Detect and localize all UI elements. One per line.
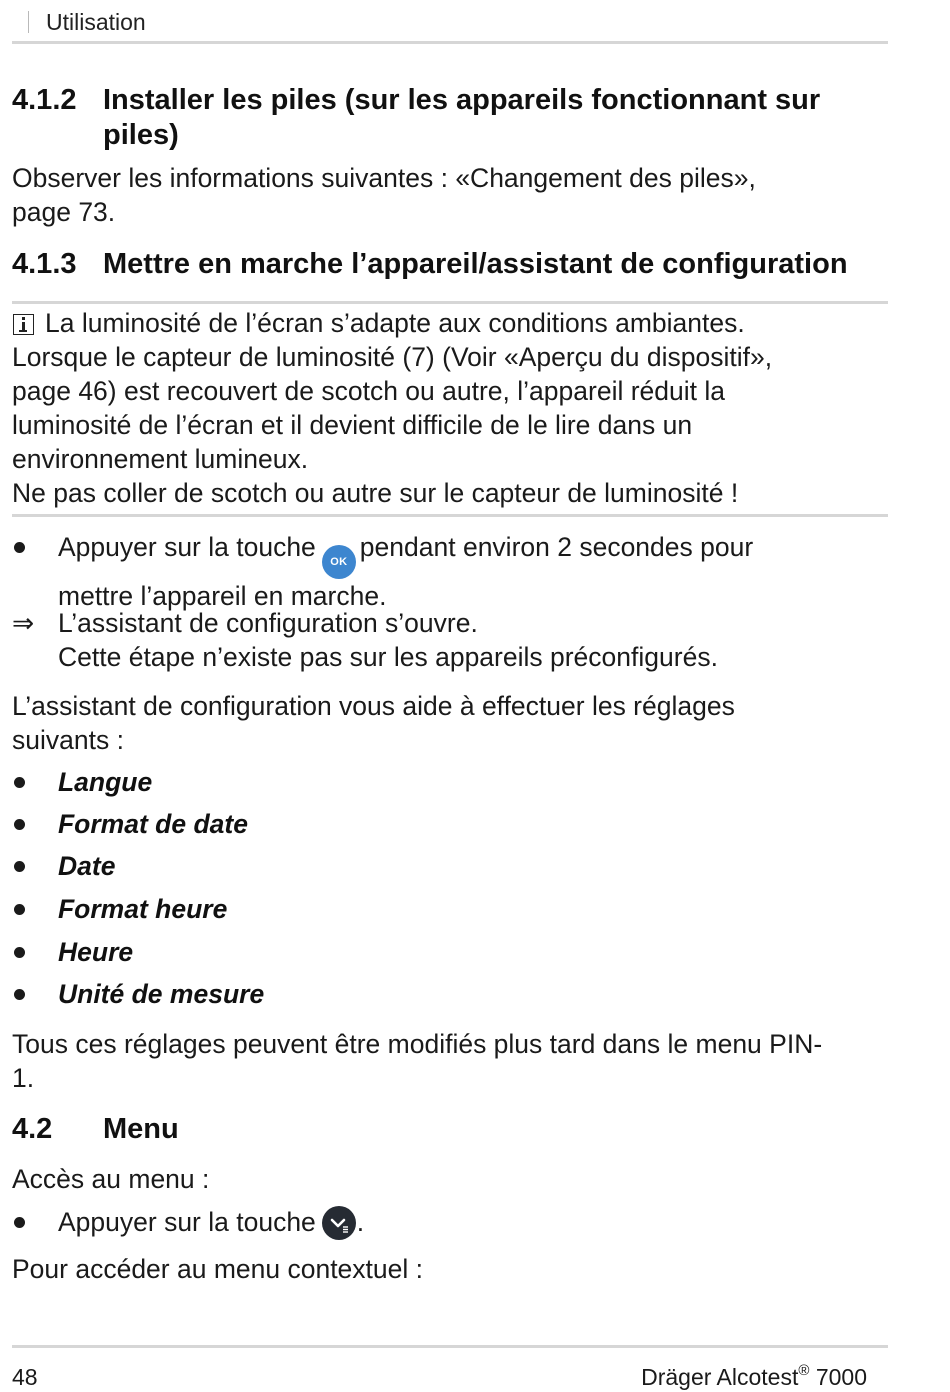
page-number: 48 [12, 1364, 38, 1390]
header-bar [28, 11, 29, 33]
heading-line-2: piles) [103, 119, 179, 151]
result-text [58, 606, 888, 674]
context-menu-text: Pour accéder au menu contextuel : [12, 1254, 423, 1284]
intro-line-1: L’assistant de configuration vous aide à effectuer les réglages [12, 691, 735, 721]
wizard-outro [12, 1027, 888, 1095]
ok-key-icon: OK [322, 545, 356, 579]
registered-mark: ® [798, 1362, 810, 1379]
bullet [12, 935, 42, 969]
note-line-5: environnement lumineux. [12, 444, 309, 474]
step-text-before-key: Appuyer sur la touche [58, 532, 316, 562]
heading-text: Mettre en marche l’appareil/assistant de configuration [103, 248, 848, 280]
heading-text [103, 83, 893, 153]
step-text-before-key: Appuyer sur la touche [58, 1207, 316, 1237]
product-name [641, 1362, 867, 1392]
result-arrow-icon: ⇒ [12, 608, 35, 638]
note-line-3: page 46) est recouvert de scotch ou autre, l’appareil réduit la [12, 376, 725, 406]
heading-text: Menu [103, 1113, 179, 1145]
running-header [12, 6, 888, 44]
product-brand: Dräger Alcotest [641, 1364, 799, 1390]
step-text-line-2: mettre l’appareil en marche. [58, 581, 387, 611]
setting-label: Date [58, 851, 116, 881]
bullet [12, 849, 42, 883]
outro-line-1: Tous ces réglages peuvent être modifiés plus tard dans le menu PIN- [12, 1029, 823, 1059]
bullet [12, 765, 42, 799]
paragraph-line-1: Observer les informations suivantes : «Changement des piles», [12, 163, 756, 193]
menu-key-icon [322, 1206, 356, 1240]
note-line-6: Ne pas coller de scotch ou autre sur le capteur de luminosité ! [12, 478, 739, 508]
footer-rule [12, 1345, 888, 1348]
outro-line-2: 1. [12, 1063, 35, 1093]
note-line-2: Lorsque le capteur de luminosité (7) (Voir «Aperçu du dispositif», [12, 342, 773, 372]
result-line-2: Cette étape n’existe pas sur les appareils préconfigurés. [58, 642, 718, 672]
step-text [58, 530, 888, 613]
bullet [12, 977, 42, 1011]
result-line-1: L’assistant de configuration s’ouvre. [58, 608, 478, 638]
setting-label: Langue [58, 767, 153, 797]
heading-number: 4.1.2 [12, 84, 77, 116]
wizard-intro [12, 689, 888, 757]
setting-label: Format de date [58, 809, 248, 839]
heading-number: 4.1.3 [12, 248, 77, 280]
note-line-1: La luminosité de l’écran s’adapte aux conditions ambiantes. [45, 308, 745, 338]
setting-label: Unité de mesure [58, 979, 265, 1009]
step-text-end: . [356, 1207, 365, 1237]
bullet [12, 807, 42, 841]
batteries-paragraph [12, 161, 888, 229]
note-line-4: luminosité de l’écran et il devient difficile de le lire dans un [12, 410, 693, 440]
info-note [12, 301, 888, 517]
setting-label: Heure [58, 937, 134, 967]
setting-label: Format heure [58, 894, 228, 924]
step-text [58, 1205, 888, 1240]
bullet [12, 530, 42, 564]
heading-number: 4.2 [12, 1113, 53, 1145]
bullet [12, 892, 42, 926]
info-icon [13, 314, 34, 335]
bullet [12, 1205, 42, 1239]
menu-access-text: Accès au menu : [12, 1164, 210, 1194]
product-model: 7000 [815, 1364, 867, 1390]
step-text-after-key: pendant environ 2 secondes pour [359, 532, 754, 562]
heading-line-1: Installer les piles (sur les appareils fonctionnant sur [103, 84, 821, 116]
intro-line-2: suivants : [12, 725, 124, 755]
paragraph-line-2: page 73. [12, 197, 116, 227]
manual-page [12, 0, 888, 1392]
running-header-title: Utilisation [46, 9, 146, 35]
